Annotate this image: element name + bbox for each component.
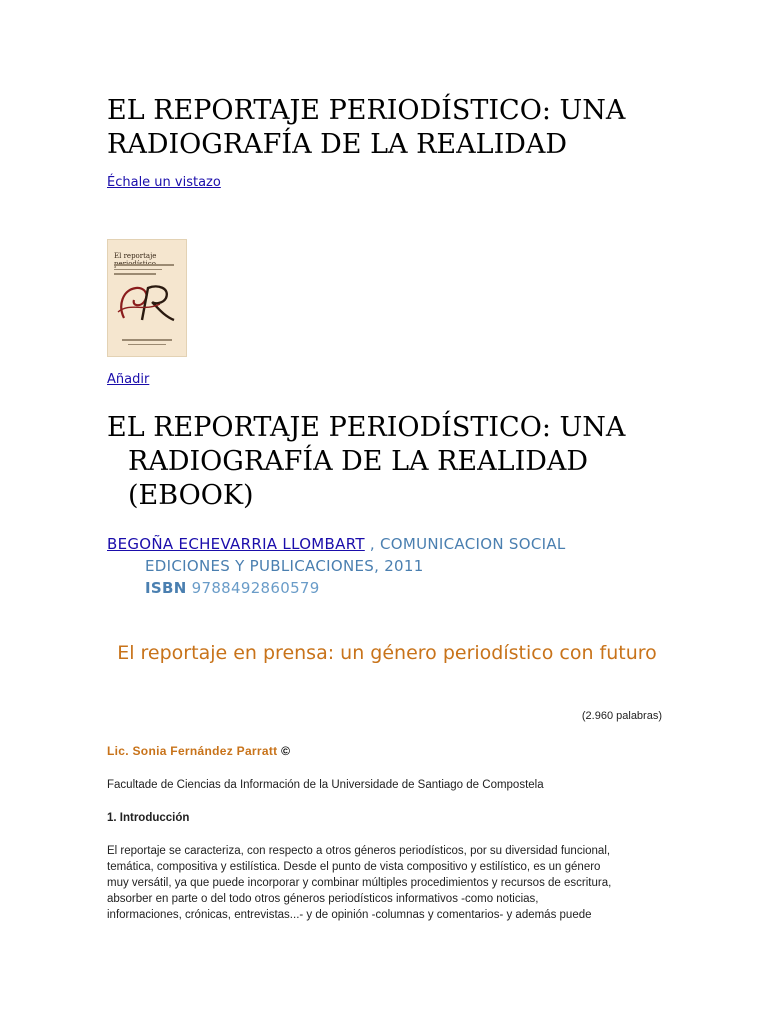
isbn-label: ISBN <box>145 579 187 597</box>
page-title: EL REPORTAJE PERIODÍSTICO: UNA RADIOGRAFÍA DE LA REALIDAD <box>107 95 626 160</box>
book-title-line: RADIOGRAFÍA DE LA REALIDAD <box>128 446 589 477</box>
cover-subtitle-lines <box>114 264 174 278</box>
body-line: El reportaje se caracteriza, con respecto a otros géneros periodísticos, por su diversidad funcional, <box>107 845 611 857</box>
word-count: (2.960 palabras) <box>581 710 662 722</box>
book-title-line: (EBOOK) <box>128 480 254 511</box>
copyright-symbol: © <box>281 744 291 758</box>
book-title-line: EL REPORTAJE PERIODÍSTICO: UNA <box>107 412 626 443</box>
author-affiliation: Facultade de Ciencias da Información de la Universidade de Santiago de Compostela <box>107 779 544 791</box>
body-paragraph <box>107 843 667 923</box>
article-author <box>107 744 290 758</box>
meta-separator: , <box>364 535 375 553</box>
author-link[interactable]: BEGOÑA ECHEVARRIA LLOMBART <box>107 535 365 553</box>
section-heading: 1. Introducción <box>107 812 190 824</box>
cover-publisher-lines <box>122 339 172 348</box>
cover-monogram-icon <box>114 282 180 324</box>
book-cover-image[interactable] <box>107 239 187 357</box>
book-metadata <box>107 533 687 599</box>
isbn-value: 9788492860579 <box>191 579 320 597</box>
cover-title: El reportaje <box>114 252 157 260</box>
isbn-row <box>107 577 687 599</box>
body-line: informaciones, crónicas, entrevistas...- y de opinión -columnas y comentarios- y además puede <box>107 909 592 921</box>
body-line: absorber en parte o del todo otros géneros periodísticos informativos -como noticias, <box>107 893 539 905</box>
body-line: muy versátil, ya que puede incorporar y combinar múltiples procedimientos y recursos de escritura, <box>107 877 612 889</box>
preview-link[interactable]: Échale un vistazo <box>107 175 221 190</box>
publisher-text: COMUNICACION SOCIAL <box>374 535 566 553</box>
book-title <box>107 411 667 513</box>
author-name: Lic. Sonia Fernández Parratt <box>107 744 278 758</box>
article-title: El reportaje en prensa: un género periodístico con futuro <box>117 642 657 664</box>
body-line: temática, compositiva y estilística. Desde el punto de vista compositivo y estilístico, es un género <box>107 861 601 873</box>
add-link[interactable]: Añadir <box>107 372 150 387</box>
publisher-text-cont: EDICIONES Y PUBLICACIONES, 2011 <box>145 557 424 575</box>
